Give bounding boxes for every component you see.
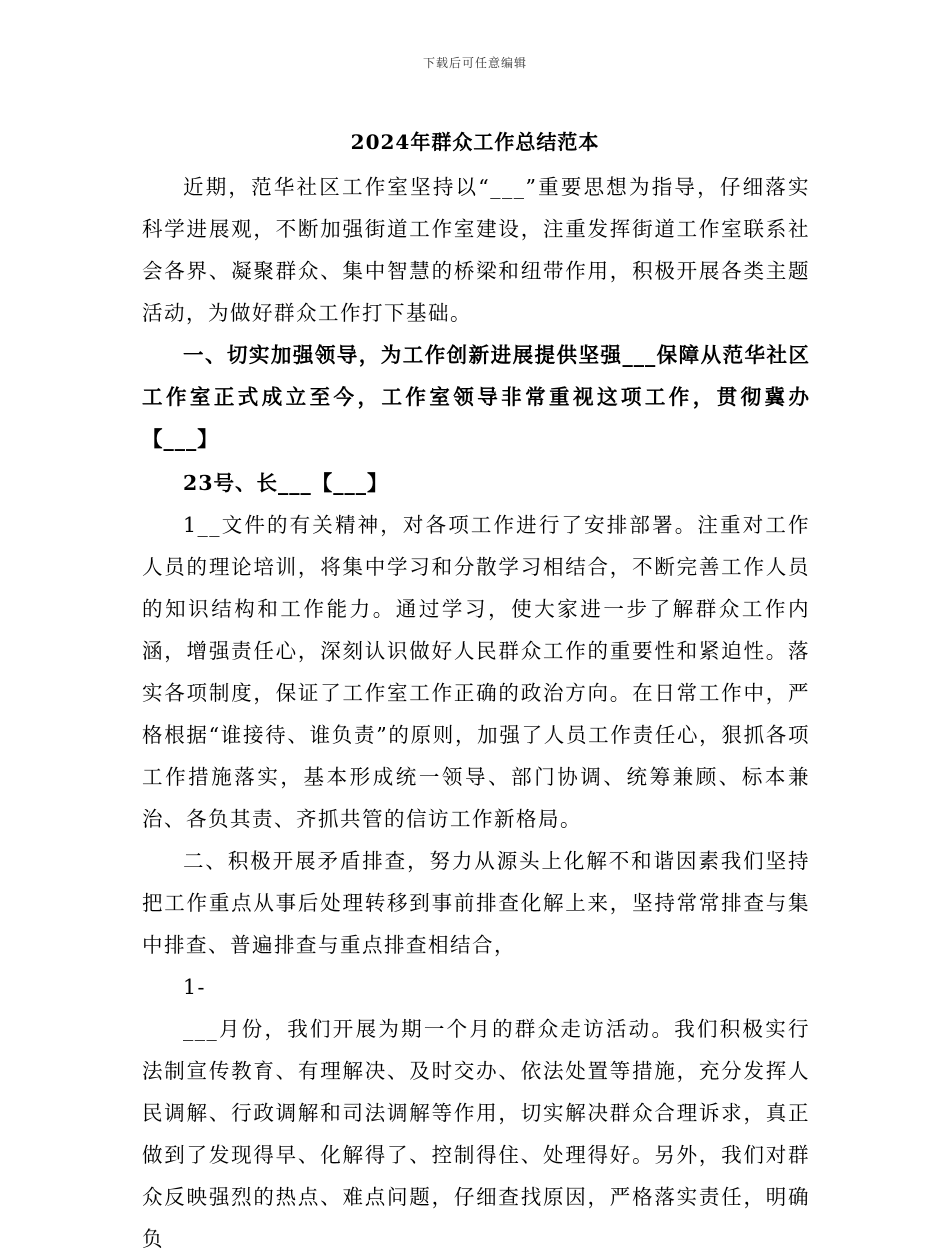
header-note: 下载后可任意编辑 xyxy=(422,56,527,70)
section-heading-1-continued: 23号、长___【___】 xyxy=(183,471,389,495)
paragraph-section-1-body: 1__文件的有关精神，对各项工作进行了安排部署。注重对工作人员的理论培训，将集中学习和分散学习相结合，不断完善工作人员的知识结构和工作能力。通过学习，使大家进一步了解群众工作内涵，增强责任心，深刻认识做好人民群众工作的重要性和紧迫性。落实各项制度，保证了工作室工作正确的政治方向。在日常工作中，严格根据“谁接待、谁负责”的原则，加强了人员工作责任心，狠抓各项工作措施落实，基本形成统一领导、部门协调、统筹兼顾、标本兼治、各负其责、齐抓共管的信访工作新格局。 xyxy=(142,513,810,831)
paragraph-intro: 近期，范华社区工作室坚持以“___”重要思想为指导，仔细落实科学进展观，不断加强街道工作室建设，注重发挥街道工作室联系社会各界、凝聚群众、集中智慧的桥梁和纽带作用，积极开展各类主题活动，为做好群众工作打下基础。 xyxy=(142,175,810,325)
document-body xyxy=(142,166,810,1260)
document-title: 2024年群众工作总结范本 xyxy=(350,130,600,154)
section-heading-1: 一、切实加强领导，为工作创新进展提供坚强___保障从范华社区工作室正式成立至今，工作室领导非常重视这项工作，贯彻冀办【___】 xyxy=(142,343,810,451)
paragraph-section-2-body: ___月份，我们开展为期一个月的群众走访活动。我们积极实行法制宣传教育、有理解决、及时交办、依法处置等措施，充分发挥人民调解、行政调解和司法调解等作用，切实解决群众合理诉求，真正做到了发现得早、化解得了、控制得住、处理得好。另外，我们对群众反映强烈的热点、难点问题，仔细查找原因，严格落实责任，明确负 xyxy=(142,1017,810,1251)
paragraph-list-marker: 1- xyxy=(183,975,206,999)
paragraph-section-2: 二、积极开展矛盾排查，努力从源头上化解不和谐因素我们坚持把工作重点从事后处理转移到事前排查化解上来，坚持常常排查与集中排查、普遍排查与重点排查相结合， xyxy=(142,849,810,957)
